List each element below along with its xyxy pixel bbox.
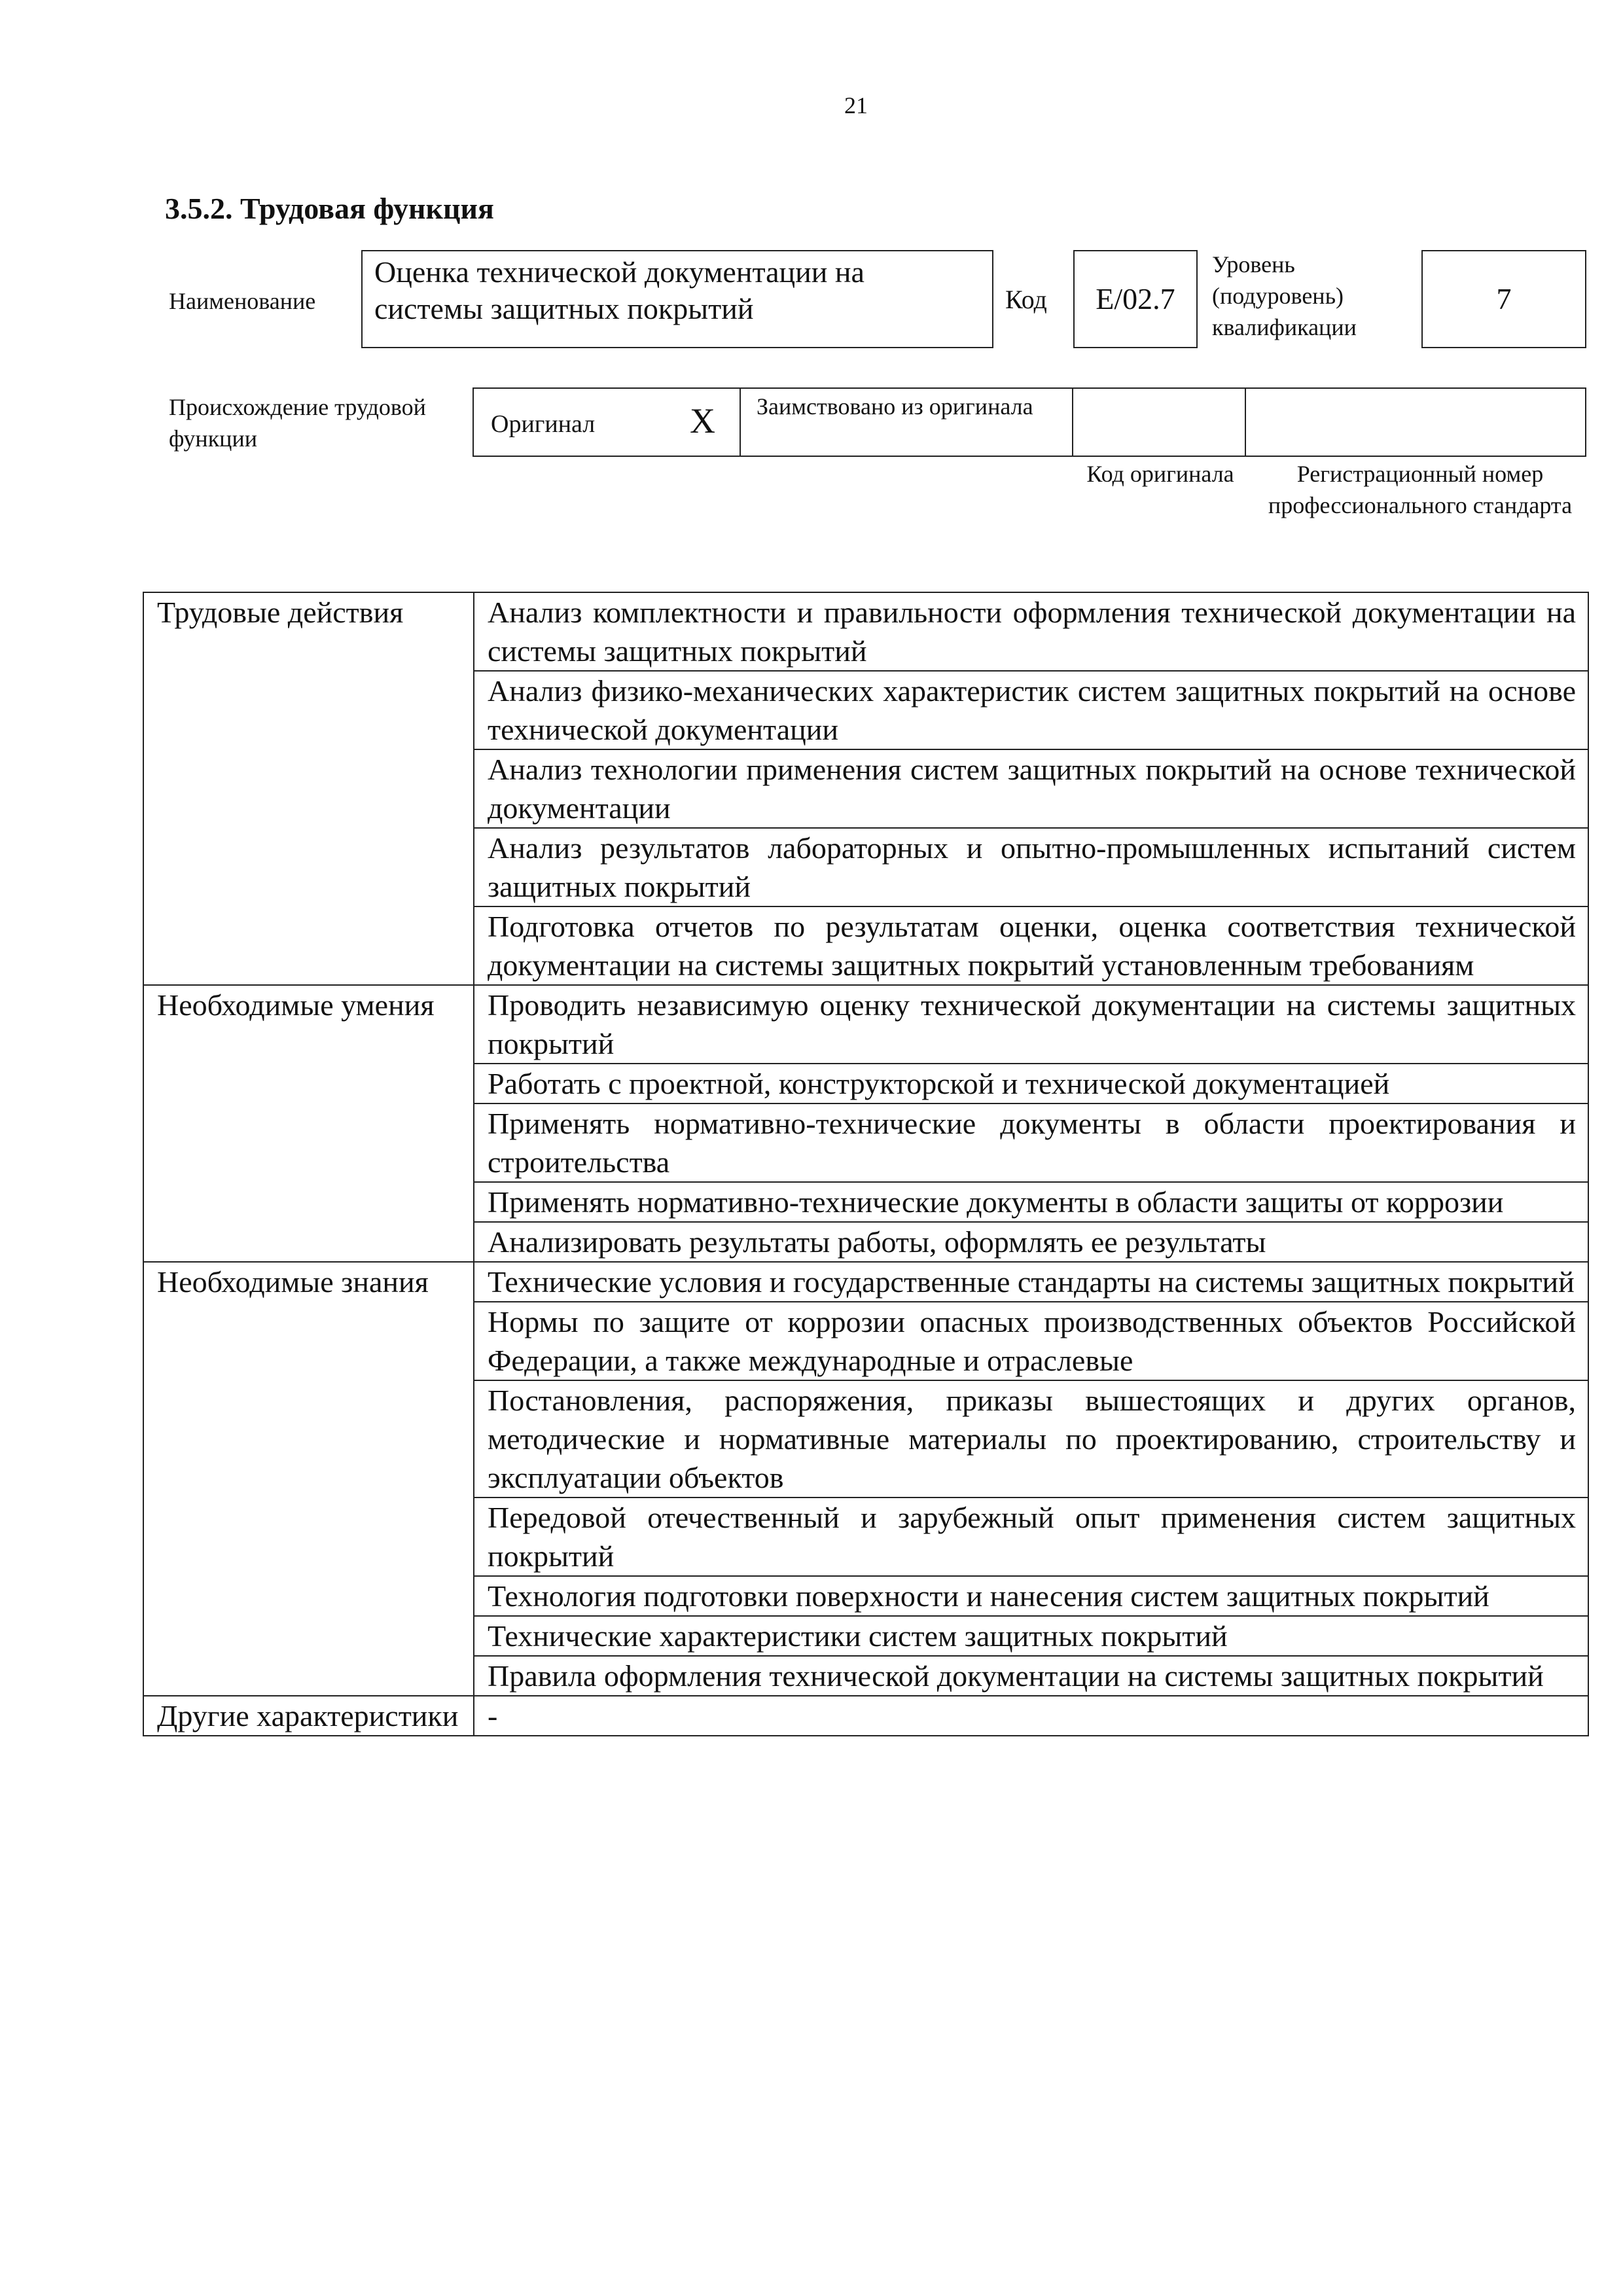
level-value: 7 <box>1421 250 1586 348</box>
name-label: Наименование <box>169 288 316 314</box>
origin-borrowed-cell: Заимствовано из оригинала <box>740 387 1073 457</box>
origin-code-cell <box>1072 387 1246 457</box>
origin-reg-cell <box>1245 387 1586 457</box>
origin-original-mark: X <box>690 401 715 440</box>
category-cell: Необходимые знания <box>143 1262 474 1696</box>
category-cell: Другие характеристики <box>143 1696 474 1736</box>
origin-original-label: Оригинал <box>491 410 596 438</box>
list-item: Применять нормативно-технические документы в области защиты от коррозии <box>474 1182 1588 1222</box>
list-item: Анализ результатов лабораторных и опытно-промышленных испытаний систем защитных покрытий <box>474 828 1588 906</box>
list-item: Проводить независимую оценку технической документации на системы защитных покрытий <box>474 985 1588 1064</box>
list-item: Анализ технологии применения систем защитных покрытий на основе технической документации <box>474 749 1588 828</box>
table-row <box>143 1696 1588 1736</box>
list-item: Анализ физико-механических характеристик систем защитных покрытий на основе технической документации <box>474 671 1588 749</box>
list-item: Применять нормативно-технические документы в области проектирования и строительства <box>474 1103 1588 1182</box>
category-cell: Трудовые действия <box>143 592 474 985</box>
list-item: Анализировать результаты работы, оформлять ее результаты <box>474 1222 1588 1262</box>
list-item: Передовой отечественный и зарубежный опыт применения систем защитных покрытий <box>474 1498 1588 1576</box>
name-value: Оценка технической документации на системы защитных покрытий <box>361 250 993 348</box>
list-item: Правила оформления технической документации на системы защитных покрытий <box>474 1656 1588 1696</box>
function-table <box>143 592 1589 1736</box>
list-item: Технические характеристики систем защитных покрытий <box>474 1616 1588 1656</box>
code-value: E/02.7 <box>1073 250 1198 348</box>
list-item: Технические условия и государственные стандарты на системы защитных покрытий <box>474 1262 1588 1302</box>
section-title: 3.5.2. Трудовая функция <box>165 192 494 225</box>
origin-label: Происхождение трудовой функции <box>169 394 426 452</box>
list-item: Постановления, распоряжения, приказы вышестоящих и других органов, методические и нормативные материалы по проектированию, строительству и эксплуатации объектов <box>474 1380 1588 1498</box>
list-item: Технология подготовки поверхности и нанесения систем защитных покрытий <box>474 1576 1588 1616</box>
origin-reg-caption: Регистрационный номер профессионального стандарта <box>1268 461 1573 518</box>
category-cell: Необходимые умения <box>143 985 474 1262</box>
level-label: Уровень (подуровень) квалификации <box>1212 251 1357 340</box>
list-item: Работать с проектной, конструкторской и технической документацией <box>474 1064 1588 1103</box>
origin-code-caption: Код оригинала <box>1086 461 1234 487</box>
page-number: 21 <box>844 92 868 118</box>
list-item: - <box>474 1696 1588 1736</box>
table-row <box>143 1262 1588 1302</box>
code-label: Код <box>1005 285 1047 314</box>
list-item: Подготовка отчетов по результатам оценки, оценка соответствия технической документации на системы защитных покрытий установленным требованиям <box>474 906 1588 985</box>
origin-original-cell <box>473 387 741 457</box>
table-row <box>143 592 1588 671</box>
list-item: Анализ комплектности и правильности оформления технической документации на системы защитных покрытий <box>474 592 1588 671</box>
table-row <box>143 985 1588 1064</box>
list-item: Нормы по защите от коррозии опасных производственных объектов Российской Федерации, а также международные и отраслевые <box>474 1302 1588 1380</box>
